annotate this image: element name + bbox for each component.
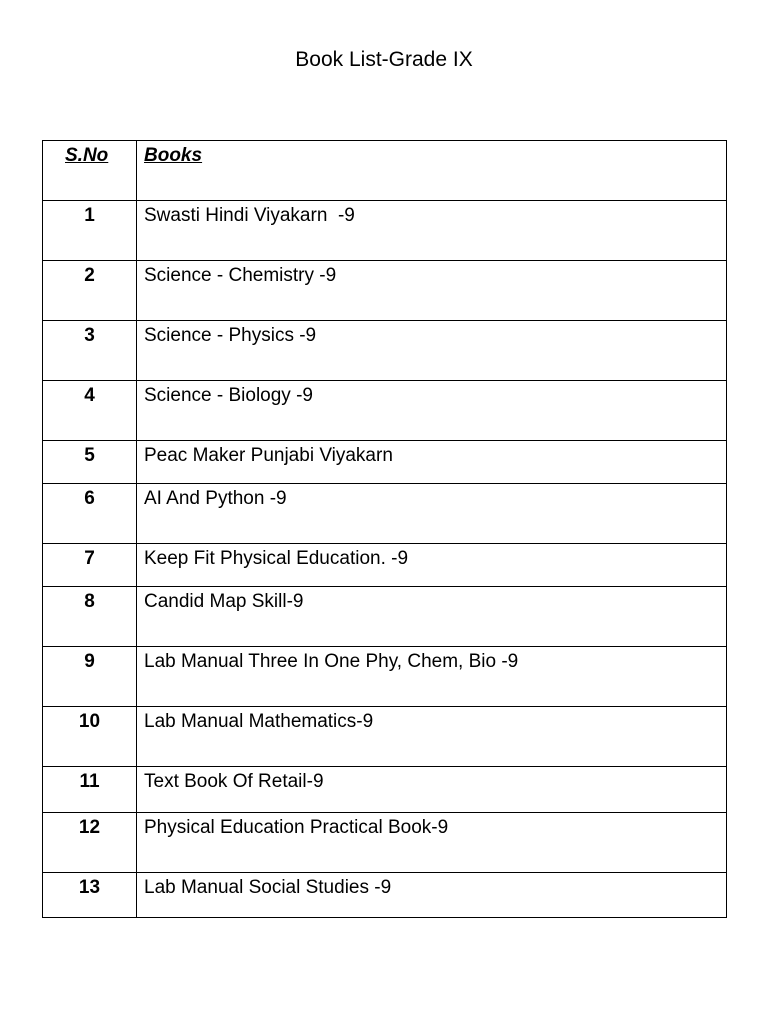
table-row xyxy=(43,707,727,767)
row-sno: 10 xyxy=(43,707,137,767)
table-row xyxy=(43,544,727,587)
row-sno: 5 xyxy=(43,441,137,484)
row-sno: 3 xyxy=(43,321,137,381)
row-sno: 8 xyxy=(43,587,137,647)
row-book: Keep Fit Physical Education. -9 xyxy=(137,544,727,587)
row-sno: 1 xyxy=(43,201,137,261)
row-sno: 2 xyxy=(43,261,137,321)
row-book: Swasti Hindi Viyakarn -9 xyxy=(137,201,727,261)
table-row xyxy=(43,873,727,918)
row-sno: 6 xyxy=(43,484,137,544)
row-book: Lab Manual Three In One Phy, Chem, Bio -9 xyxy=(137,647,727,707)
row-sno: 13 xyxy=(43,873,137,918)
row-book: Lab Manual Mathematics-9 xyxy=(137,707,727,767)
row-book: Peac Maker Punjabi Viyakarn xyxy=(137,441,727,484)
row-sno: 11 xyxy=(43,767,137,813)
row-sno: 12 xyxy=(43,813,137,873)
book-list-table xyxy=(42,140,727,918)
page-title: Book List-Grade IX xyxy=(295,48,473,71)
table-row xyxy=(43,201,727,261)
table-row xyxy=(43,441,727,484)
column-header-sno: S.No xyxy=(43,141,137,201)
table-row xyxy=(43,261,727,321)
table-header-row xyxy=(43,141,727,201)
row-sno: 9 xyxy=(43,647,137,707)
table-row xyxy=(43,484,727,544)
row-book: AI And Python -9 xyxy=(137,484,727,544)
table-row xyxy=(43,321,727,381)
row-book: Lab Manual Social Studies -9 xyxy=(137,873,727,918)
row-book: Physical Education Practical Book-9 xyxy=(137,813,727,873)
table-row xyxy=(43,767,727,813)
row-sno: 4 xyxy=(43,381,137,441)
row-book: Science - Physics -9 xyxy=(137,321,727,381)
row-sno: 7 xyxy=(43,544,137,587)
table-row xyxy=(43,587,727,647)
row-book: Candid Map Skill-9 xyxy=(137,587,727,647)
table-row xyxy=(43,381,727,441)
table-row xyxy=(43,813,727,873)
row-book: Science - Chemistry -9 xyxy=(137,261,727,321)
table-row xyxy=(43,647,727,707)
column-header-books: Books xyxy=(137,141,727,201)
row-book: Science - Biology -9 xyxy=(137,381,727,441)
row-book: Text Book Of Retail-9 xyxy=(137,767,727,813)
